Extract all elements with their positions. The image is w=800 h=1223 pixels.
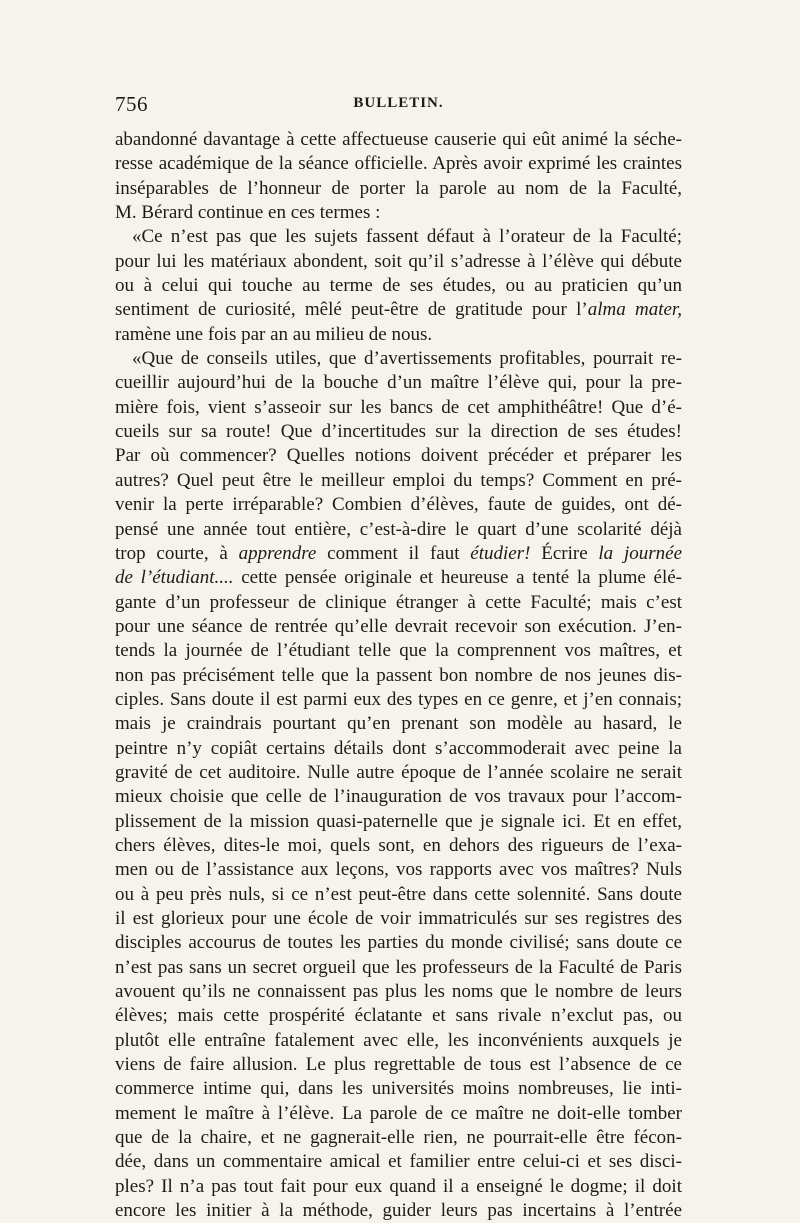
text-line: ramène une fois par an au milieu de nous. — [115, 323, 433, 345]
text-line: ciples. Sans doute il est parmi eux des types en ce genre, et j’en connais; — [115, 688, 682, 710]
text-line: autres? Quel peut être le meilleur emploi du temps? Comment en pré- — [115, 469, 682, 491]
text-segment: cette pensée originale et heureuse a tenté la plume élé- — [241, 567, 682, 589]
text-line: chers élèves, dites-le moi, quels sont, en dehors des rigueurs de l’exa- — [115, 834, 682, 856]
text-line — [115, 298, 682, 322]
text-line: tends la journée de l’étudiant telle que la comprennent vos maîtres, et — [115, 640, 682, 662]
text-line — [115, 542, 682, 566]
text-line: dée, dans un commentaire amical et familier entre celui-ci et ses disci- — [115, 1151, 682, 1173]
text-line: élèves; mais cette prospérité éclatante et sans rivale n’exclut pas, ou — [115, 1005, 682, 1027]
text-line: mais je craindrais pourtant qu’en prenant son modèle au hasard, le — [115, 713, 682, 735]
text-line: resse académique de la séance officielle. Après avoir exprimé les craintes — [115, 153, 682, 175]
text-line: commerce intime qui, dans les universités moins nombreuses, lie inti- — [115, 1078, 682, 1100]
text-line: non pas précisément telle que la passent bon nombre de nos jeunes dis- — [115, 664, 682, 686]
text-segment: trop courte, à — [115, 542, 239, 564]
text-line: ou à peu près nuls, si ce n’est peut-être dans cette solennité. Sans doute — [115, 883, 682, 905]
italic-la-journee: la journée — [598, 542, 683, 564]
text-line: M. Bérard continue en ces termes : — [115, 202, 381, 224]
text-line: inséparables de l’honneur de porter la parole au nom de la Faculté, — [115, 177, 682, 199]
text-line: ples? Il n’a pas tout fait pour eux quand il a enseigné le dogme; il doit — [115, 1175, 682, 1197]
italic-etudier: étudier! — [470, 542, 531, 564]
text-line: abandonné davantage à cette affectueuse causerie qui eût animé la séche- — [115, 129, 682, 150]
body-text — [115, 128, 682, 1223]
text-segment: sentiment de curiosité, mêlé peut-être de gratitude pour l’ — [115, 299, 588, 321]
page-header — [115, 92, 682, 120]
text-line: pour une séance de rentrée qu’elle devrait recevoir son exécution. J’en- — [115, 615, 682, 637]
paragraph-start: «Que de conseils utiles, que d’avertissements profitables, pourrait re- — [132, 348, 682, 370]
text-line: mière fois, vient s’asseoir sur les bancs de cet amphithéâtre! Que d’é- — [115, 396, 682, 418]
text-line: ou à celui qui touche au terme de ses études, ou au praticien qu’un — [115, 275, 682, 297]
page-number: 756 — [115, 92, 148, 116]
text-line: cueils sur sa route! Que d’incertitudes sur la direction de ses études! — [115, 421, 682, 443]
text-line — [115, 566, 682, 590]
text-line: n’est pas sans un secret orgueil que les professeurs de la Faculté de Paris — [115, 956, 682, 978]
text-line: que de la chaire, et ne gagnerait-elle rien, ne pourrait-elle être fécon- — [115, 1127, 682, 1149]
paragraph-start: «Ce n’est pas que les sujets fassent défaut à l’orateur de la Faculté; — [132, 226, 682, 248]
text-line: viens de faire allusion. Le plus regrettable de tous est l’absence de ce — [115, 1054, 682, 1076]
running-title: BULLETIN. — [353, 95, 444, 111]
italic-de-letudiant: de l’étudiant.... — [115, 567, 234, 589]
text-line: encore les initier à la méthode, guider leurs pas incertains à l’entrée — [115, 1200, 682, 1222]
text-line: peintre n’y copiât certains détails dont s’accommoderait avec peine la — [115, 737, 682, 759]
text-line: Par où commencer? Quelles notions doivent précéder et préparer les — [115, 445, 682, 467]
text-line: il est glorieux pour une école de voir immatriculés sur ses registres des — [115, 908, 682, 929]
text-line: men ou de l’assistance aux leçons, vos rapports avec vos maîtres? Nuls — [115, 859, 682, 881]
text-line: avouent qu’ils ne connaissent pas plus les noms que le nombre de leurs — [115, 981, 682, 1003]
text-line: cueillir aujourd’hui de la bouche d’un maître l’élève qui, pour la pre- — [115, 372, 682, 394]
text-line: venir la perte irréparable? Combien d’élèves, faute de guides, ont dé- — [115, 494, 682, 516]
text-line: mieux choisie que celle de l’inauguration de vos travaux pour l’accom- — [115, 786, 682, 808]
text-line: gante d’un professeur de clinique étranger à cette Faculté; mais c’est — [115, 591, 682, 613]
text-segment: comment il faut — [316, 542, 471, 564]
italic-alma-mater: alma mater, — [587, 299, 682, 321]
text-line: disciples accourus de toutes les parties du monde civilisé; sans doute ce — [115, 932, 682, 954]
text-segment: Écrire — [530, 542, 599, 564]
text-line: mement le maître à l’élève. La parole de ce maître ne doit-elle tomber — [115, 1102, 682, 1124]
text-line: plissement de la mission quasi-paternelle que je signale ici. Et en effet, — [115, 810, 682, 832]
text-line: pour lui les matériaux abondent, soit qu’il s’adresse à l’élève qui débute — [115, 250, 682, 272]
italic-apprendre: apprendre — [238, 542, 317, 564]
text-line: gravité de cet auditoire. Nulle autre époque de l’année scolaire ne serait — [115, 761, 682, 783]
text-line: plutôt elle entraîne fatalement avec elle, les inconvénients auxquels je — [115, 1029, 682, 1051]
text-line: pensé une année tout entière, c’est-à-dire le quart d’une scolarité déjà — [115, 518, 682, 540]
